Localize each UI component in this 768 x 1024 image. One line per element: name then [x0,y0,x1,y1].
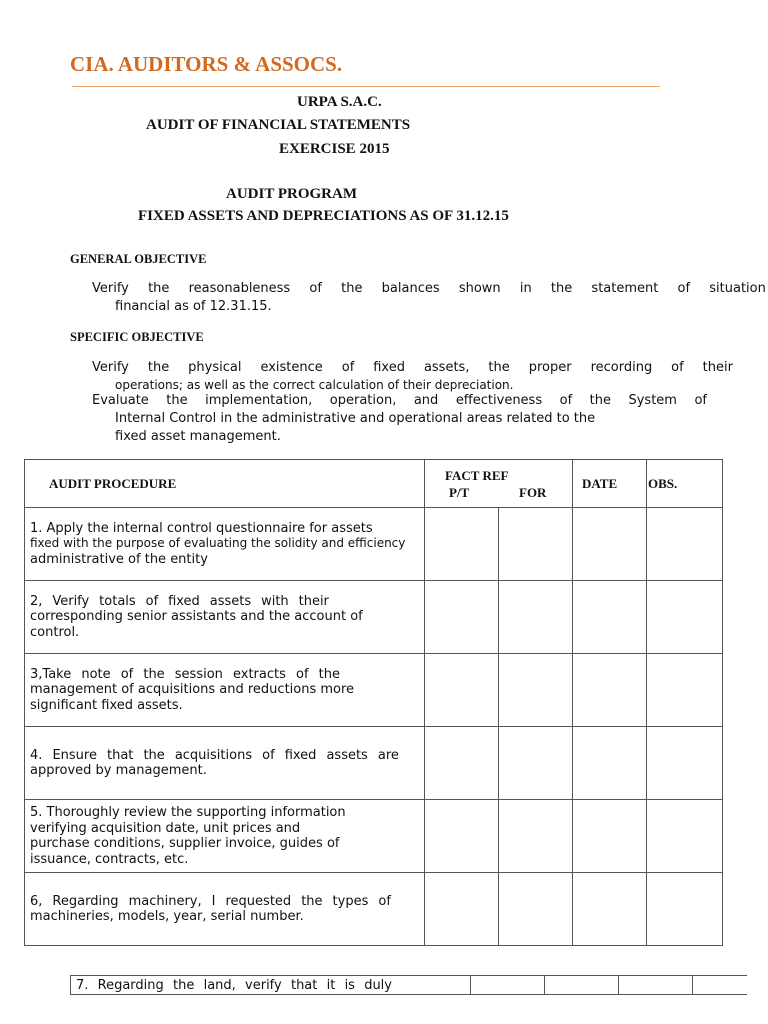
for-cell[interactable] [545,976,619,995]
pt-cell[interactable] [425,873,499,946]
header-date: DATE [573,460,647,508]
for-cell[interactable] [499,581,573,654]
for-cell[interactable] [499,508,573,581]
general-objective-heading: GENERAL OBJECTIVE [70,252,207,266]
pt-cell[interactable] [425,727,499,800]
pt-cell[interactable] [425,508,499,581]
firm-name: CIA. AUDITORS & ASSOCS. [70,52,343,76]
date-cell[interactable] [573,800,647,873]
pt-cell[interactable] [425,800,499,873]
header-obs: OBS. [647,460,723,508]
date-cell[interactable] [573,873,647,946]
header-divider [72,86,660,87]
specific-objective-p2-line2: Internal Control in the administrative and operational areas related to the [115,411,596,426]
program-title: AUDIT PROGRAM [226,186,357,202]
pt-cell[interactable] [425,654,499,727]
general-objective-line1: Verify the reasonableness of the balances shown in the statement of situation [92,281,766,296]
company-name: URPA S.A.C. [297,94,382,110]
general-objective-line2: financial as of 12.31.15. [115,299,272,314]
date-cell[interactable] [573,727,647,800]
procedure-3: 3,Take note of the session extracts of the management of acquisitions and reductions more significant fixed assets. [25,654,425,727]
exercise-year: EXERCISE 2015 [279,141,390,157]
obs-cell[interactable] [647,727,723,800]
obs-cell[interactable] [647,873,723,946]
table-row [25,581,723,654]
program-subtitle: FIXED ASSETS AND DEPRECIATIONS AS OF 31.12.15 [138,208,509,224]
header-fact-ref-label: FACT REF [445,468,509,483]
obs-cell[interactable] [693,976,747,995]
table-row [25,654,723,727]
table-row [71,976,747,995]
procedure-4: 4. Ensure that the acquisitions of fixed assets are approved by management. [25,727,425,800]
specific-objective-p2-line3: fixed asset management. [115,429,281,444]
specific-objective-p1-line1: Verify the physical existence of fixed assets, the proper recording of their [92,360,733,375]
for-cell[interactable] [499,873,573,946]
pt-cell[interactable] [471,976,545,995]
audit-procedure-table [24,459,723,946]
pt-cell[interactable] [425,581,499,654]
obs-cell[interactable] [647,508,723,581]
for-cell[interactable] [499,727,573,800]
for-cell[interactable] [499,800,573,873]
date-cell[interactable] [573,581,647,654]
header-fact-ref [425,460,573,508]
procedure-2: 2, Verify totals of fixed assets with their corresponding senior assistants and the account of control. [25,581,425,654]
obs-cell[interactable] [647,581,723,654]
obs-cell[interactable] [647,800,723,873]
header-audit-procedure: AUDIT PROCEDURE [25,460,425,508]
date-cell[interactable] [619,976,693,995]
procedure-6: 6, Regarding machinery, I requested the types of machineries, models, year, serial number. [25,873,425,946]
procedure-5: 5. Thoroughly review the supporting information verifying acquisition date, unit prices and purchase conditions, supplier invoice, guides of issuance, contracts, etc. [25,800,425,873]
specific-objective-p2-line1: Evaluate the implementation, operation, and effectiveness of the System of [92,393,707,408]
date-cell[interactable] [573,654,647,727]
procedure-1: 1. Apply the internal control questionnaire for assets fixed with the purpose of evaluating the solidity and efficiency administrative of the entity [25,508,425,581]
report-title: AUDIT OF FINANCIAL STATEMENTS [146,117,411,133]
obs-cell[interactable] [647,654,723,727]
for-cell[interactable] [499,654,573,727]
next-page-table [70,975,747,995]
specific-objective-heading: SPECIFIC OBJECTIVE [70,330,204,344]
specific-objective-p1-line2: operations; as well as the correct calculation of their depreciation. [115,378,514,392]
header-pt: P/T [449,485,470,500]
table-row [25,727,723,800]
header-for: FOR [519,485,547,500]
table-header-row [25,460,723,508]
table-row [25,800,723,873]
table-row [25,508,723,581]
table-row [25,873,723,946]
date-cell[interactable] [573,508,647,581]
procedure-7: 7. Regarding the land, verify that it is duly [71,976,471,995]
